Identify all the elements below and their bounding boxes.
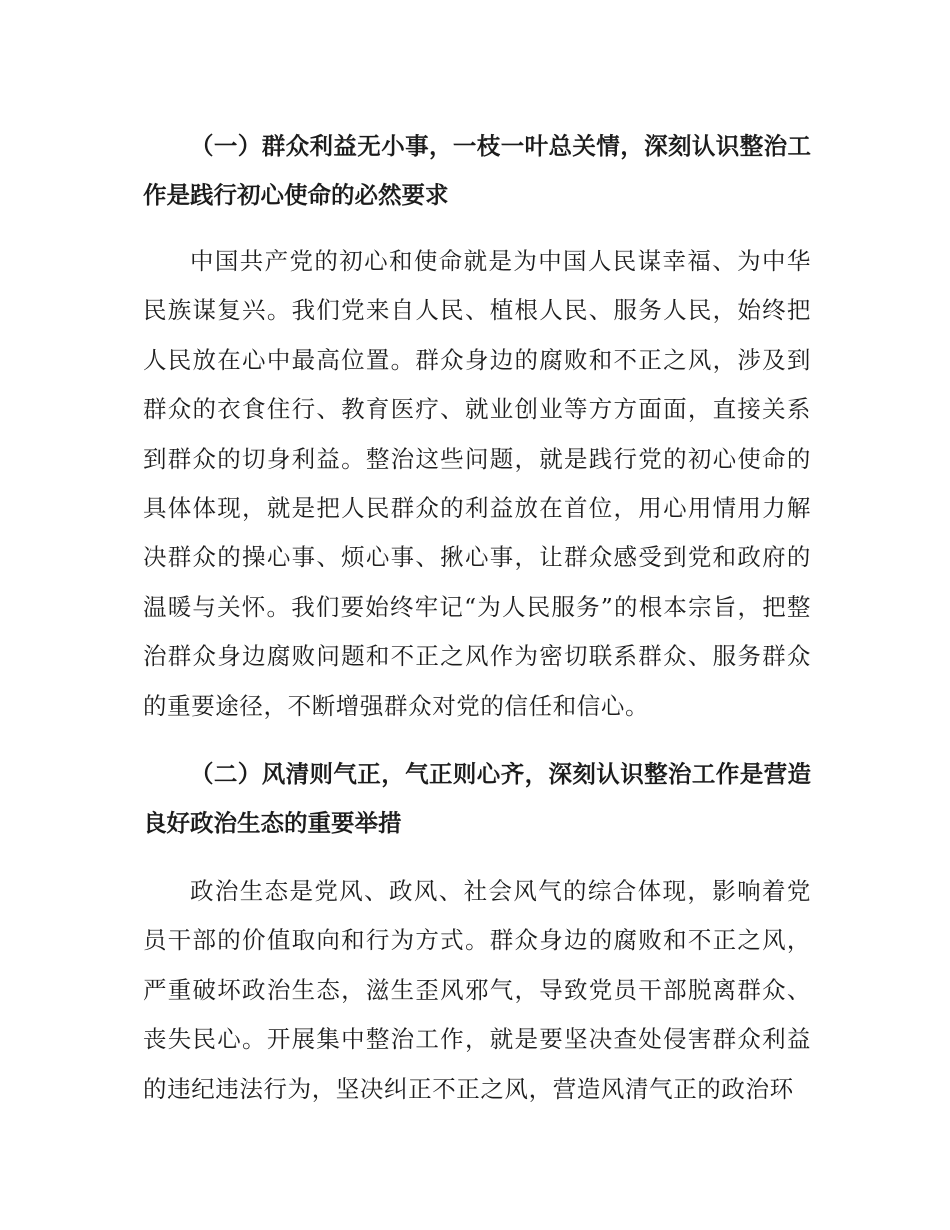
section-heading: （一）群众利益无小事，一枝一叶总关情，深刻认识整治工作是践行初心使命的必然要求 xyxy=(143,132,811,209)
document-body xyxy=(143,122,811,1114)
section-heading: （二）风清则气正，气正则心齐，深刻认识整治工作是营造良好政治生态的重要举措 xyxy=(143,760,811,838)
section-paragraph: 中国共产党的初心和使命就是为中国人民谋幸福、为中华民族谋复兴。我们党来自人民、植根人民、服务人民，始终把人民放在心中最高位置。群众身边的腐败和不正之风，涉及到群众的衣食住行、教育医疗、就业创业等方方面面，直接关系到群众的切身利益。整治这些问题，就是践行党的初心使命的具体体现，就是把人民群众的利益放在首位，用心用情用力解决群众的操心事、烦心事、揪心事，让群众感受到党和政府的温暖与关怀。我们要始终牢记“为人民服务”的根本宗旨，把整治群众身边腐败问题和不正之风作为密切联系群众、服务群众的重要途径，不断增强群众对党的信任和信心。 xyxy=(143,247,811,720)
section-paragraph: 政治生态是党风、政风、社会风气的综合体现，影响着党员干部的价值取向和行为方式。群众身边的腐败和不正之风，严重破坏政治生态，滋生歪风邪气，导致党员干部脱离群众、丧失民心。开展集中整治工作，就是要坚决查处侵害群众利益的违纪违法行为，坚决纠正不正之风，营造风清气正的政治环 xyxy=(143,877,811,1103)
